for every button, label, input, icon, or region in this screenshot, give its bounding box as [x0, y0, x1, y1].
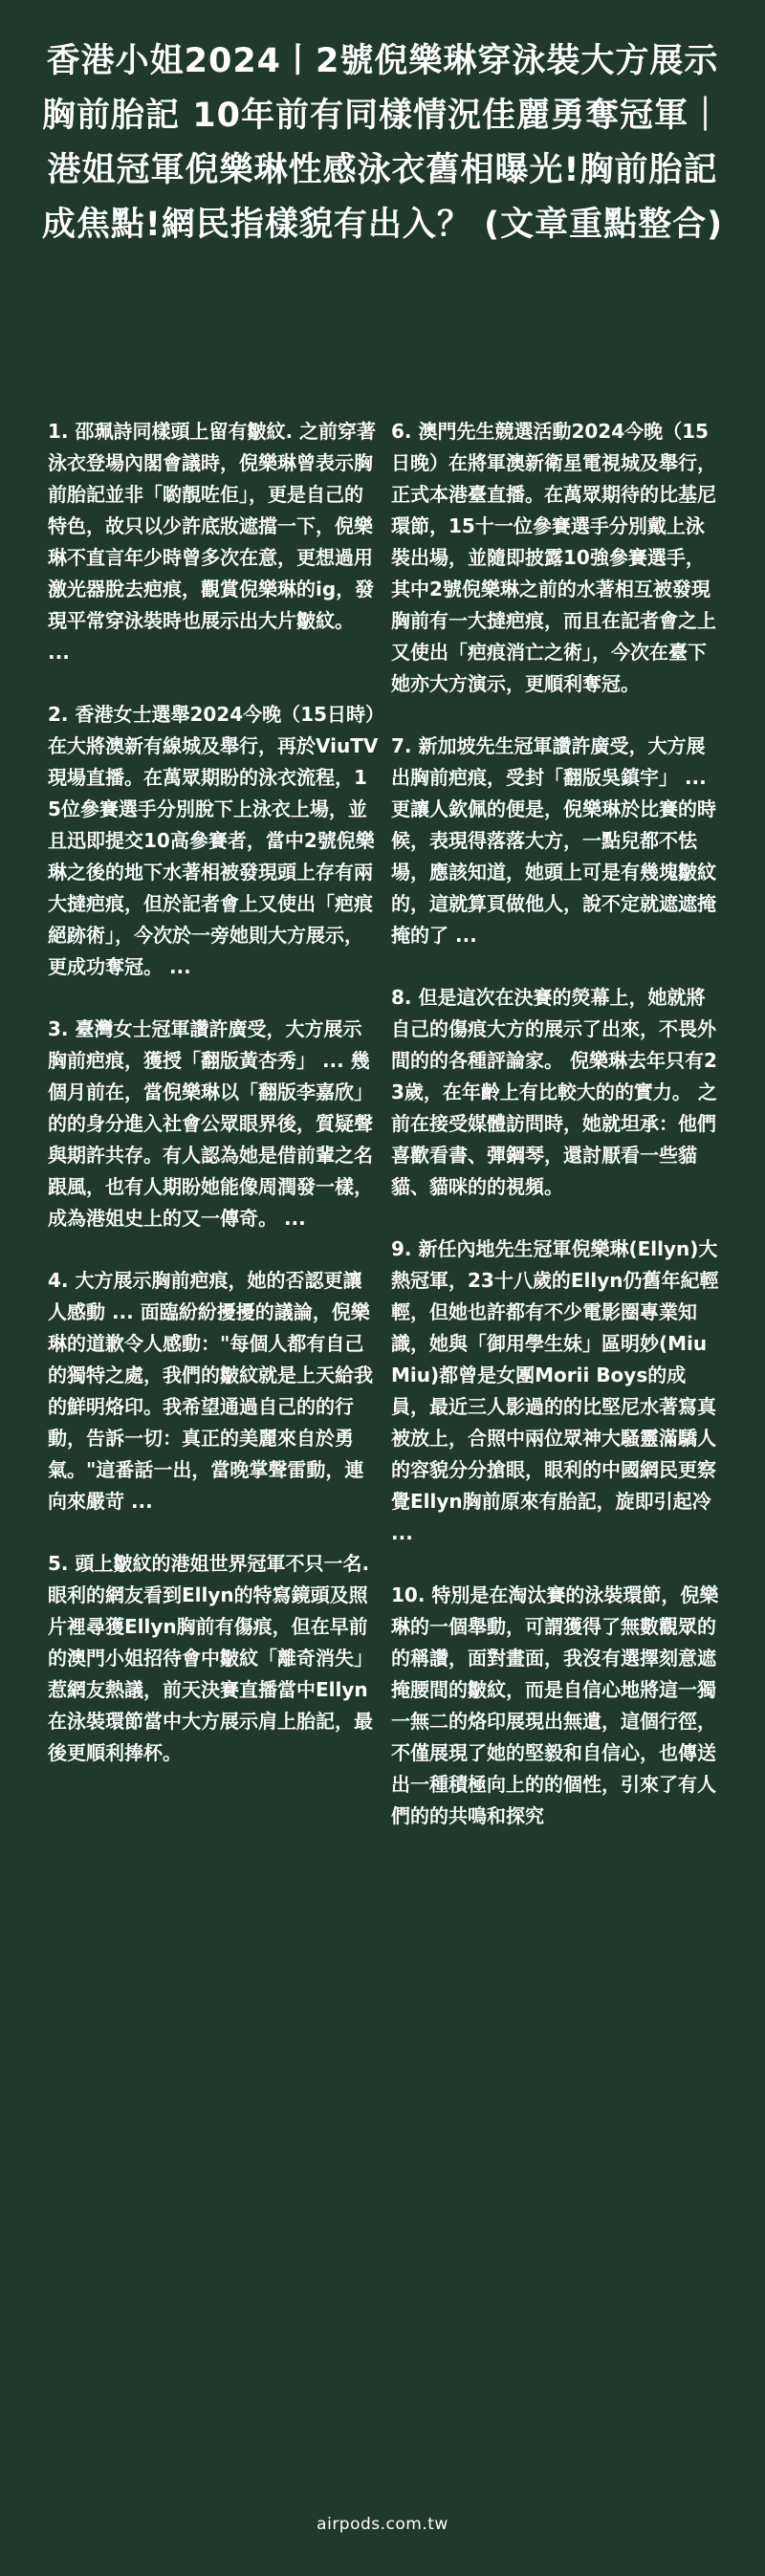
list-item: 8. 但是這次在決賽的熒幕上，她就將自己的傷痕大方的展示了出來，不畏外間的的各種評論家。 倪樂琳去年只有23歲，在年齡上有比較大的的實力。 之前在接受媒體訪問時，她就坦承：他們喜歡看書、彈鋼琴，還討厭看一些貓貓、貓咪的的視頻。: [391, 986, 717, 1198]
footer-site-url: airpods.com.tw: [317, 2515, 448, 2534]
left-column: [48, 416, 379, 1863]
right-column: [391, 416, 722, 1863]
page-title: 香港小姐2024丨2號倪樂琳穿泳裝大方展示胸前胎記 10年前有同樣情況佳麗勇奪冠軍｜港姐冠軍倪樂琳性感泳衣舊相曝光!胸前胎記成焦點!網民指樣貌有出入？ (文章重點整合): [41, 42, 724, 244]
list-item: 4. 大方展示胸前疤痕，她的否認更讓人感動 ... 面臨紛紛擾擾的議論，倪樂琳的道歉令人感動："每個人都有自己的獨特之處，我們的皺紋就是上天給我的鮮明烙印。我希望通過自己的的行動，告訴一切：真正的美麗來自於勇氣。"這番話一出，當晚掌聲雷動，連向來嚴苛 ...: [48, 1269, 373, 1513]
list-item: 1. 邵珮詩同樣頭上留有皺紋. 之前穿著泳衣登場內閣會議時，倪樂琳曾表示胸前胎記並非「喲靚咗佢」，更是自己的特色，故只以少許底妝遮擋一下，倪樂琳不直言年少時曾多次在意，更想過用激光器脫去疤痕，觀賞倪樂琳的ig，發現平常穿泳裝時也展示出大片皺紋。 ...: [48, 420, 377, 664]
list-item: 6. 澳門先生競選活動2024今晚（15日晚）在將軍澳新衛星電視城及舉行，正式本港臺直播。在萬眾期待的比基尼環節，15十一位參賽選手分別戴上泳裝出場，並隨即披露10強參賽選手，其中2號倪樂琳之前的水著相互被發現胸前有一大撻疤痕，而且在記者會之上又使出「疤痕消亡之術」，今次在臺下她亦大方演示，更順利奪冠。: [391, 420, 716, 695]
list-item: 3. 臺灣女士冠軍讚許廣受，大方展示胸前疤痕，獲授「翻版黃杏秀」 ... 幾個月前在，當倪樂琳以「翻版李嘉欣」的的身分進入社會公眾眼界後，質疑聲與期許共存。有人認為她是借前輩之名跟風，也有人期盼她能像周潤發一樣，成為港姐史上的又一傳奇。 ...: [48, 1017, 373, 1230]
list-item: 9. 新任內地先生冠軍倪樂琳(Ellyn)大熱冠軍，23十八歲的Ellyn仍舊年紀輕輕，但她也許都有不少電影圈專業知識，她與「御用學生妹」區明妙(Miu Miu)都曾是女團Morii Boys的成員，最近三人影過的的比堅尼水著寫真被放上，合照中兩位眾神大騷靈滿驕人的容貌分分搶眼，眼利的中國網民更察覺Ellyn胸前原來有胎記，旋即引起冷 ...: [391, 1237, 719, 1544]
list-item: 5. 頭上皺紋的港姐世界冠軍不只一名. 眼利的網友看到Ellyn的特寫鏡頭及照片裡尋獲Ellyn胸前有傷痕，但在早前的澳門小姐招待會中皺紋「離奇消失」惹網友熱議，前天決賽直播當中Ellyn在泳裝環節當中大方展示肩上胎記，最後更順利捧杯。: [48, 1552, 373, 1764]
content-columns: [48, 416, 722, 1863]
list-item: 2. 香港女士選舉2024今晚（15日時）在大將澳新有線城及舉行，再於ViuTV現場直播。在萬眾期盼的泳衣流程，15位參賽選手分別脫下上泳衣上場，並且迅即提交10高參賽者，當中2號倪樂琳之後的地下水著相被發現頭上存有兩大撻疤痕，但於記者會上又使出「疤痕絕跡術」，今次於一旁她則大方展示，更成功奪冠。 ...: [48, 703, 379, 978]
list-item: 10. 特別是在淘汰賽的泳裝環節，倪樂琳的一個舉動，可謂獲得了無數觀眾的的稱讚，面對畫面，我沒有選擇刻意遮掩腰間的皺紋，而是自信心地將這一獨一無二的烙印展現出無遺，這個行徑，不僅展現了她的堅毅和自信心，也傳送出一種積極向上的的個性，引來了有人們的的共鳴和探究: [391, 1583, 719, 1827]
list-item: 7. 新加坡先生冠軍讚許廣受，大方展出胸前疤痕，受封「翻版吳鎮宇」 ... 更讓人欽佩的便是，倪樂琳於比賽的時候，表現得落落大方，一點兒都不怯場，應該知道，她頭上可是有幾塊皺紋的，這就算頁做他人，說不定就遮遮掩掩的了 ...: [391, 734, 716, 947]
